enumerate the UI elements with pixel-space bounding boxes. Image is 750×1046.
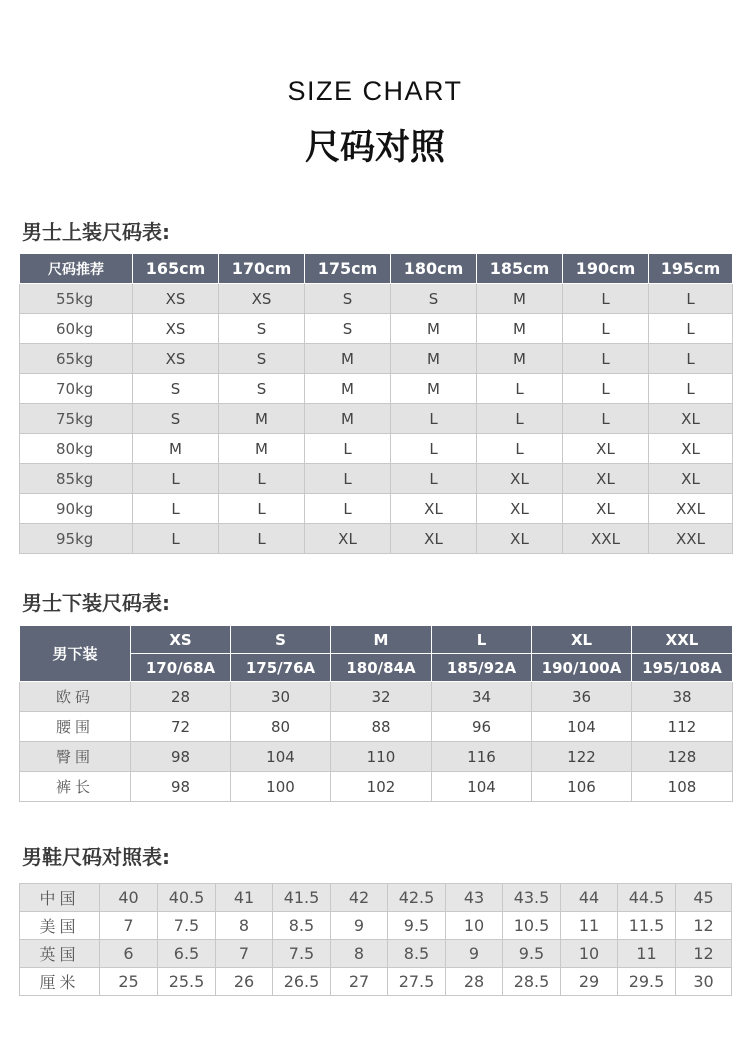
- shoes-size-cell: 28.5: [503, 968, 561, 996]
- tops-size-table: [19, 253, 733, 554]
- bottoms-value-cell: 72: [131, 712, 231, 742]
- tops-weight-label: 70kg: [20, 374, 133, 404]
- shoes-size-cell: 44.5: [618, 884, 676, 912]
- tops-size-cell: M: [305, 404, 391, 434]
- bottoms-value-cell: 106: [532, 772, 632, 802]
- tops-size-cell: XXL: [649, 494, 733, 524]
- tops-size-cell: XL: [305, 524, 391, 554]
- shoes-size-cell: 43: [446, 884, 503, 912]
- tops-size-cell: L: [133, 494, 219, 524]
- page-title-en: SIZE CHART: [287, 76, 463, 106]
- tops-height-header: 185cm: [477, 254, 563, 284]
- tops-size-cell: M: [305, 344, 391, 374]
- tops-size-cell: XL: [649, 464, 733, 494]
- tops-size-cell: S: [133, 404, 219, 434]
- tops-size-cell: M: [305, 374, 391, 404]
- bottoms-value-cell: 112: [632, 712, 733, 742]
- shoes-size-cell: 7: [100, 912, 158, 940]
- bottoms-value-cell: 98: [131, 742, 231, 772]
- shoes-size-cell: 11: [561, 912, 618, 940]
- bottoms-value-cell: 104: [532, 712, 632, 742]
- tops-size-cell: L: [391, 404, 477, 434]
- tops-height-header: 190cm: [563, 254, 649, 284]
- tops-size-cell: XL: [477, 494, 563, 524]
- bottoms-measure-label: 裤长: [20, 772, 131, 802]
- shoes-size-cell: 7.5: [273, 940, 331, 968]
- tops-size-cell: L: [133, 464, 219, 494]
- tops-size-cell: XS: [133, 344, 219, 374]
- table-row: [20, 344, 733, 374]
- tops-weight-label: 75kg: [20, 404, 133, 434]
- tops-size-cell: L: [133, 524, 219, 554]
- tops-size-cell: XXL: [649, 524, 733, 554]
- shoes-size-cell: 44: [561, 884, 618, 912]
- tops-size-cell: L: [649, 374, 733, 404]
- shoes-size-cell: 11.5: [618, 912, 676, 940]
- tops-size-cell: L: [219, 464, 305, 494]
- bottoms-corner-label: 男下装: [20, 626, 131, 682]
- shoes-size-cell: 6: [100, 940, 158, 968]
- tops-size-cell: M: [477, 284, 563, 314]
- tops-size-cell: L: [563, 404, 649, 434]
- tops-size-cell: S: [133, 374, 219, 404]
- tops-size-cell: L: [563, 314, 649, 344]
- tops-size-cell: L: [391, 464, 477, 494]
- shoes-size-cell: 40: [100, 884, 158, 912]
- tops-size-cell: L: [563, 344, 649, 374]
- shoes-region-label: 厘米: [20, 968, 100, 996]
- table-row: [20, 968, 732, 996]
- bottoms-value-cell: 100: [231, 772, 331, 802]
- shoes-section-title: 男鞋尺码对照表:: [22, 845, 170, 869]
- tops-size-cell: S: [219, 344, 305, 374]
- bottoms-measure-label: 腰围: [20, 712, 131, 742]
- tops-size-cell: M: [477, 344, 563, 374]
- tops-size-cell: L: [563, 284, 649, 314]
- shoes-size-cell: 41.5: [273, 884, 331, 912]
- shoes-size-cell: 10.5: [503, 912, 561, 940]
- tops-weight-label: 95kg: [20, 524, 133, 554]
- bottoms-value-cell: 110: [331, 742, 432, 772]
- tops-weight-label: 85kg: [20, 464, 133, 494]
- tops-size-cell: L: [649, 314, 733, 344]
- shoes-region-label: 英国: [20, 940, 100, 968]
- tops-size-cell: XL: [649, 434, 733, 464]
- tops-size-cell: XXL: [563, 524, 649, 554]
- table-row: [20, 912, 732, 940]
- shoes-size-cell: 26.5: [273, 968, 331, 996]
- tops-size-cell: XL: [391, 494, 477, 524]
- table-row: [20, 712, 733, 742]
- tops-weight-label: 65kg: [20, 344, 133, 374]
- shoes-region-label: 中国: [20, 884, 100, 912]
- bottoms-value-cell: 116: [432, 742, 532, 772]
- bottoms-value-cell: 28: [131, 682, 231, 712]
- bottoms-value-cell: 102: [331, 772, 432, 802]
- shoes-size-cell: 27.5: [388, 968, 446, 996]
- bottoms-value-cell: 36: [532, 682, 632, 712]
- bottoms-value-cell: 96: [432, 712, 532, 742]
- bottoms-size-header: M: [331, 626, 432, 654]
- tops-size-cell: M: [219, 434, 305, 464]
- tops-section-title: 男士上装尺码表:: [22, 220, 170, 244]
- tops-size-cell: L: [477, 404, 563, 434]
- tops-size-cell: XS: [219, 284, 305, 314]
- tops-size-cell: S: [305, 284, 391, 314]
- table-row: [20, 682, 733, 712]
- tops-weight-label: 60kg: [20, 314, 133, 344]
- bottoms-size-header: XL: [532, 626, 632, 654]
- bottoms-value-cell: 98: [131, 772, 231, 802]
- table-row: [20, 464, 733, 494]
- shoes-size-cell: 9: [331, 912, 388, 940]
- shoes-size-cell: 8: [331, 940, 388, 968]
- table-row: [20, 404, 733, 434]
- tops-size-cell: L: [477, 434, 563, 464]
- tops-size-cell: XL: [563, 464, 649, 494]
- shoes-size-cell: 41: [216, 884, 273, 912]
- tops-size-cell: S: [219, 374, 305, 404]
- bottoms-value-cell: 122: [532, 742, 632, 772]
- bottoms-measure-label: 臀围: [20, 742, 131, 772]
- bottoms-spec-header: 170/68A: [131, 654, 231, 682]
- tops-size-cell: L: [649, 284, 733, 314]
- tops-height-header: 195cm: [649, 254, 733, 284]
- bottoms-value-cell: 32: [331, 682, 432, 712]
- table-row: [20, 374, 733, 404]
- bottoms-section-title: 男士下装尺码表:: [22, 591, 170, 615]
- tops-size-cell: M: [391, 344, 477, 374]
- bottoms-value-cell: 104: [231, 742, 331, 772]
- shoes-size-cell: 43.5: [503, 884, 561, 912]
- shoes-size-cell: 29.5: [618, 968, 676, 996]
- shoes-size-table: [19, 883, 732, 996]
- shoes-size-cell: 9.5: [503, 940, 561, 968]
- bottoms-spec-header: 190/100A: [532, 654, 632, 682]
- table-row: [20, 434, 733, 464]
- tops-size-cell: S: [391, 284, 477, 314]
- tops-size-cell: L: [305, 464, 391, 494]
- tops-size-cell: L: [305, 494, 391, 524]
- table-row: [20, 940, 732, 968]
- bottoms-size-header: XXL: [632, 626, 733, 654]
- bottoms-spec-header: 180/84A: [331, 654, 432, 682]
- tops-height-header: 170cm: [219, 254, 305, 284]
- tops-size-cell: S: [305, 314, 391, 344]
- tops-size-cell: M: [477, 314, 563, 344]
- tops-size-cell: XL: [477, 524, 563, 554]
- bottoms-size-header: S: [231, 626, 331, 654]
- bottoms-spec-header: 185/92A: [432, 654, 532, 682]
- shoes-size-cell: 29: [561, 968, 618, 996]
- shoes-size-cell: 11: [618, 940, 676, 968]
- shoes-size-cell: 9: [446, 940, 503, 968]
- bottoms-size-row: [20, 626, 733, 654]
- tops-size-cell: S: [219, 314, 305, 344]
- shoes-size-cell: 30: [676, 968, 732, 996]
- tops-height-header: 165cm: [133, 254, 219, 284]
- shoes-size-cell: 7.5: [158, 912, 216, 940]
- bottoms-size-header: XS: [131, 626, 231, 654]
- tops-size-cell: L: [563, 374, 649, 404]
- table-row: [20, 772, 733, 802]
- bottoms-value-cell: 88: [331, 712, 432, 742]
- tops-size-cell: XS: [133, 314, 219, 344]
- shoes-size-cell: 10: [446, 912, 503, 940]
- bottoms-value-cell: 104: [432, 772, 532, 802]
- bottoms-spec-header: 175/76A: [231, 654, 331, 682]
- shoes-size-cell: 10: [561, 940, 618, 968]
- shoes-size-cell: 25: [100, 968, 158, 996]
- tops-height-header: 180cm: [391, 254, 477, 284]
- tops-size-cell: XS: [133, 284, 219, 314]
- shoes-size-cell: 25.5: [158, 968, 216, 996]
- bottoms-size-header: L: [432, 626, 532, 654]
- table-row: [20, 524, 733, 554]
- tops-size-cell: L: [305, 434, 391, 464]
- shoes-size-cell: 26: [216, 968, 273, 996]
- bottoms-value-cell: 128: [632, 742, 733, 772]
- page-title-cn: 尺码对照: [304, 128, 445, 168]
- bottoms-measure-label: 欧码: [20, 682, 131, 712]
- shoes-size-cell: 12: [676, 940, 732, 968]
- bottoms-value-cell: 34: [432, 682, 532, 712]
- shoes-size-cell: 6.5: [158, 940, 216, 968]
- tops-size-cell: XL: [391, 524, 477, 554]
- shoes-size-cell: 7: [216, 940, 273, 968]
- table-row: [20, 314, 733, 344]
- tops-size-cell: XL: [563, 434, 649, 464]
- shoes-size-cell: 8: [216, 912, 273, 940]
- shoes-size-cell: 27: [331, 968, 388, 996]
- tops-size-cell: XL: [477, 464, 563, 494]
- shoes-size-cell: 42.5: [388, 884, 446, 912]
- tops-size-cell: M: [391, 314, 477, 344]
- tops-weight-label: 55kg: [20, 284, 133, 314]
- shoes-size-cell: 42: [331, 884, 388, 912]
- tops-size-cell: XL: [649, 404, 733, 434]
- table-row: [20, 284, 733, 314]
- bottoms-value-cell: 108: [632, 772, 733, 802]
- shoes-region-label: 美国: [20, 912, 100, 940]
- tops-size-cell: M: [133, 434, 219, 464]
- tops-weight-label: 80kg: [20, 434, 133, 464]
- tops-size-cell: L: [649, 344, 733, 374]
- table-row: [20, 494, 733, 524]
- shoes-size-cell: 40.5: [158, 884, 216, 912]
- bottoms-size-table: [19, 625, 733, 802]
- bottoms-value-cell: 80: [231, 712, 331, 742]
- table-row: [20, 742, 733, 772]
- tops-height-header: 175cm: [305, 254, 391, 284]
- shoes-size-cell: 12: [676, 912, 732, 940]
- tops-header-row: [20, 254, 733, 284]
- tops-size-cell: XL: [563, 494, 649, 524]
- bottoms-value-cell: 30: [231, 682, 331, 712]
- bottoms-value-cell: 38: [632, 682, 733, 712]
- tops-size-cell: M: [391, 374, 477, 404]
- tops-size-cell: L: [219, 524, 305, 554]
- tops-size-cell: L: [391, 434, 477, 464]
- tops-size-cell: M: [219, 404, 305, 434]
- tops-size-cell: L: [477, 374, 563, 404]
- shoes-size-cell: 9.5: [388, 912, 446, 940]
- shoes-size-cell: 8.5: [273, 912, 331, 940]
- table-row: [20, 884, 732, 912]
- shoes-size-cell: 8.5: [388, 940, 446, 968]
- tops-corner-label: 尺码推荐: [20, 254, 133, 284]
- tops-weight-label: 90kg: [20, 494, 133, 524]
- tops-size-cell: L: [219, 494, 305, 524]
- shoes-size-cell: 28: [446, 968, 503, 996]
- shoes-size-cell: 45: [676, 884, 732, 912]
- bottoms-spec-header: 195/108A: [632, 654, 733, 682]
